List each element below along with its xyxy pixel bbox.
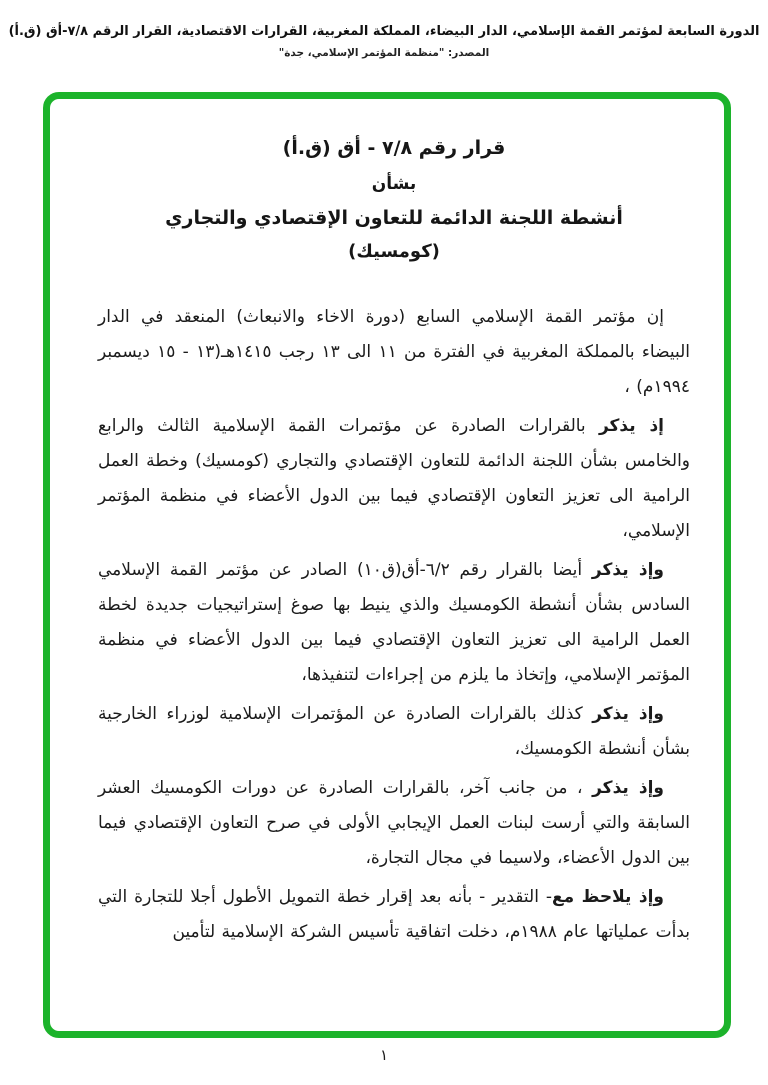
resolution-body (98, 300, 690, 950)
body-paragraph (98, 409, 690, 549)
green-frame-border (43, 92, 731, 1038)
paragraph-lead: وإذ يلاحظ مع (552, 887, 664, 907)
paragraph-text: ، من جانب آخر، بالقرارات الصادرة عن دورات الكومسيك العشر السابقة والتي أرست لبنات العمل الإيجابي الأولى في صرح التعاون الإقتصادي فيما بين الدول الأعضاء، ولاسيما في مجال التجارة، (98, 778, 690, 868)
body-paragraph (98, 771, 690, 876)
body-paragraph (98, 880, 690, 950)
paragraph-lead: وإذ يذكر (592, 704, 664, 724)
resolution-regarding-line: بشأن (371, 174, 417, 194)
paragraph-lead: وإذ يذكر (591, 560, 664, 580)
resolution-subject-line: أنشطة اللجنة الدائمة للتعاون الإقتصادي والتجاري (165, 207, 623, 229)
document-content (50, 99, 724, 1031)
paragraph-lead: وإذ يذكر (592, 778, 664, 798)
paragraph-text: بالقرارات الصادرة عن مؤتمرات القمة الإسلامية الثالث والرابع والخامس بشأن اللجنة الدائمة للتعاون الإقتصادي والتجاري (كومسيك) وخطة العمل الرامية الى تعزيز التعاون الإقتصادي فيما بين الدول الأعضاء في منظمة المؤتمر الإسلامي، (98, 416, 690, 541)
paragraph-text: - التقدير - بأنه بعد إقرار خطة التمويل الأطول أجلا للتجارة التي بدأت عملياتها عام ١٩٨٨م، دخلت اتفاقية تأسيس الشركة الإسلامية لتأمين (98, 887, 690, 942)
page-number: ١ (379, 1046, 389, 1064)
resolution-number-line: قرار رقم ٧/٨ - أق (ق.أ) (282, 137, 506, 159)
resolution-comcec-line: (كومسيك) (348, 241, 440, 262)
paragraph-text: أيضا بالقرار رقم ٦/٢-أق(ق١٠) الصادر عن مؤتمر القمة الإسلامي السادس بشأن أنشطة الكومسيك والذي ينيط بها صوغ إستراتيجيات جديدة لخطة العمل الرامية الى تعزيز التعاون الإقتصادي فيما بين الدول الأعضاء في منظمة المؤتمر الإسلامي، وإتخاذ ما يلزم من إجراءات لتنفيذها، (98, 560, 690, 685)
paragraph-text: كذلك بالقرارات الصادرة عن المؤتمرات الإسلامية لوزراء الخارجية بشأن أنشطة الكومسيك، (98, 704, 690, 759)
page-header (0, 24, 768, 59)
header-citation-line: الدورة السابعة لمؤتمر القمة الإسلامي، الدار البيضاء، المملكة المغربية، القرارات الاقتصادية، القرار الرقم ٧/٨-أق (ق.أ) (8, 24, 760, 39)
body-paragraph (98, 553, 690, 693)
paragraph-lead: إذ يذكر (598, 416, 664, 436)
body-paragraph (98, 300, 690, 405)
resolution-title-block (98, 137, 690, 262)
header-source-line: المصدر: "منظمة المؤتمر الإسلامي، جدة" (278, 47, 490, 59)
paragraph-text: إن مؤتمر القمة الإسلامي السابع (دورة الاخاء والانبعاث) المنعقد في الدار البيضاء بالمملكة المغربية في الفترة من ١١ الى ١٣ رجب ١٤١٥هـ(١٣ - ١٥ ديسمبر ١٩٩٤م) ، (98, 307, 690, 397)
body-paragraph (98, 697, 690, 767)
